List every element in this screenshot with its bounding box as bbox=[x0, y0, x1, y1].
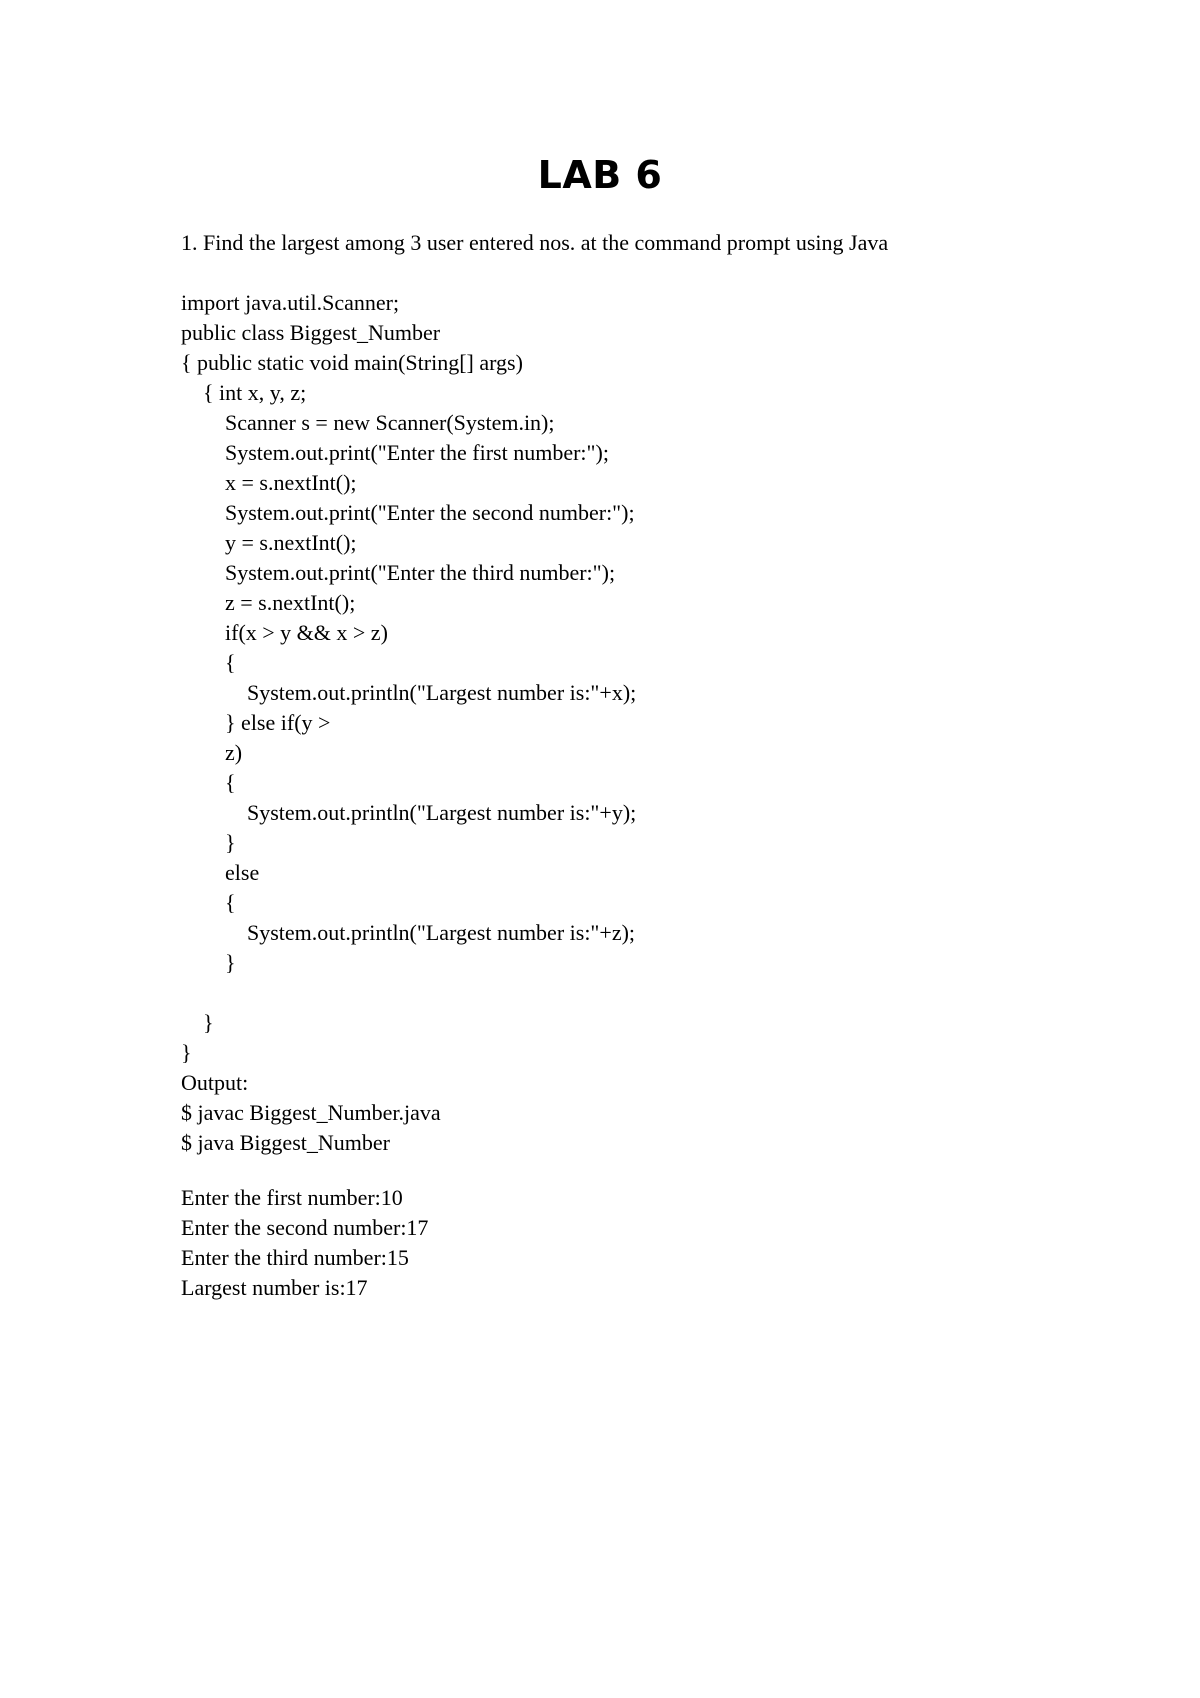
code-line: x = s.nextInt(); bbox=[181, 470, 357, 495]
code-line: { bbox=[181, 650, 236, 675]
code-line: import java.util.Scanner; bbox=[181, 290, 400, 315]
code-line: } bbox=[181, 1040, 192, 1065]
code-line: z = s.nextInt(); bbox=[181, 590, 356, 615]
output-line: Enter the first number:10 bbox=[181, 1185, 403, 1210]
code-line: System.out.print("Enter the second number:"); bbox=[181, 500, 635, 525]
code-line: System.out.println("Largest number is:"+z); bbox=[181, 920, 636, 945]
code-line: y = s.nextInt(); bbox=[181, 530, 357, 555]
code-line: { bbox=[181, 890, 236, 915]
code-line: { int x, y, z; bbox=[181, 380, 307, 405]
command-line: $ java Biggest_Number bbox=[181, 1130, 390, 1155]
code-line: System.out.println("Largest number is:"+x); bbox=[181, 680, 637, 705]
output-line: Enter the second number:17 bbox=[181, 1215, 429, 1240]
code-line: } else if(y > bbox=[181, 710, 331, 735]
command-line: $ javac Biggest_Number.java bbox=[181, 1100, 441, 1125]
code-line: } bbox=[181, 950, 236, 975]
page-title: LAB 6 bbox=[537, 153, 663, 197]
code-line: else bbox=[181, 860, 260, 885]
output-label: Output: bbox=[181, 1070, 249, 1095]
output-line: Largest number is:17 bbox=[181, 1275, 368, 1300]
code-line: } bbox=[181, 1010, 214, 1035]
code-line: if(x > y && x > z) bbox=[181, 620, 388, 645]
code-line: { public static void main(String[] args) bbox=[181, 350, 523, 375]
code-line: public class Biggest_Number bbox=[181, 320, 441, 345]
code-line: System.out.print("Enter the third number:"); bbox=[181, 560, 616, 585]
code-line: z) bbox=[181, 740, 243, 765]
output-line: Enter the third number:15 bbox=[181, 1245, 409, 1270]
code-line: System.out.print("Enter the first number:"); bbox=[181, 440, 609, 465]
code-line: System.out.println("Largest number is:"+y); bbox=[181, 800, 637, 825]
code-line: } bbox=[181, 830, 236, 855]
question-text: 1. Find the largest among 3 user entered nos. at the command prompt using Java bbox=[181, 230, 889, 255]
code-line: Scanner s = new Scanner(System.in); bbox=[181, 410, 555, 435]
code-line: { bbox=[181, 770, 236, 795]
